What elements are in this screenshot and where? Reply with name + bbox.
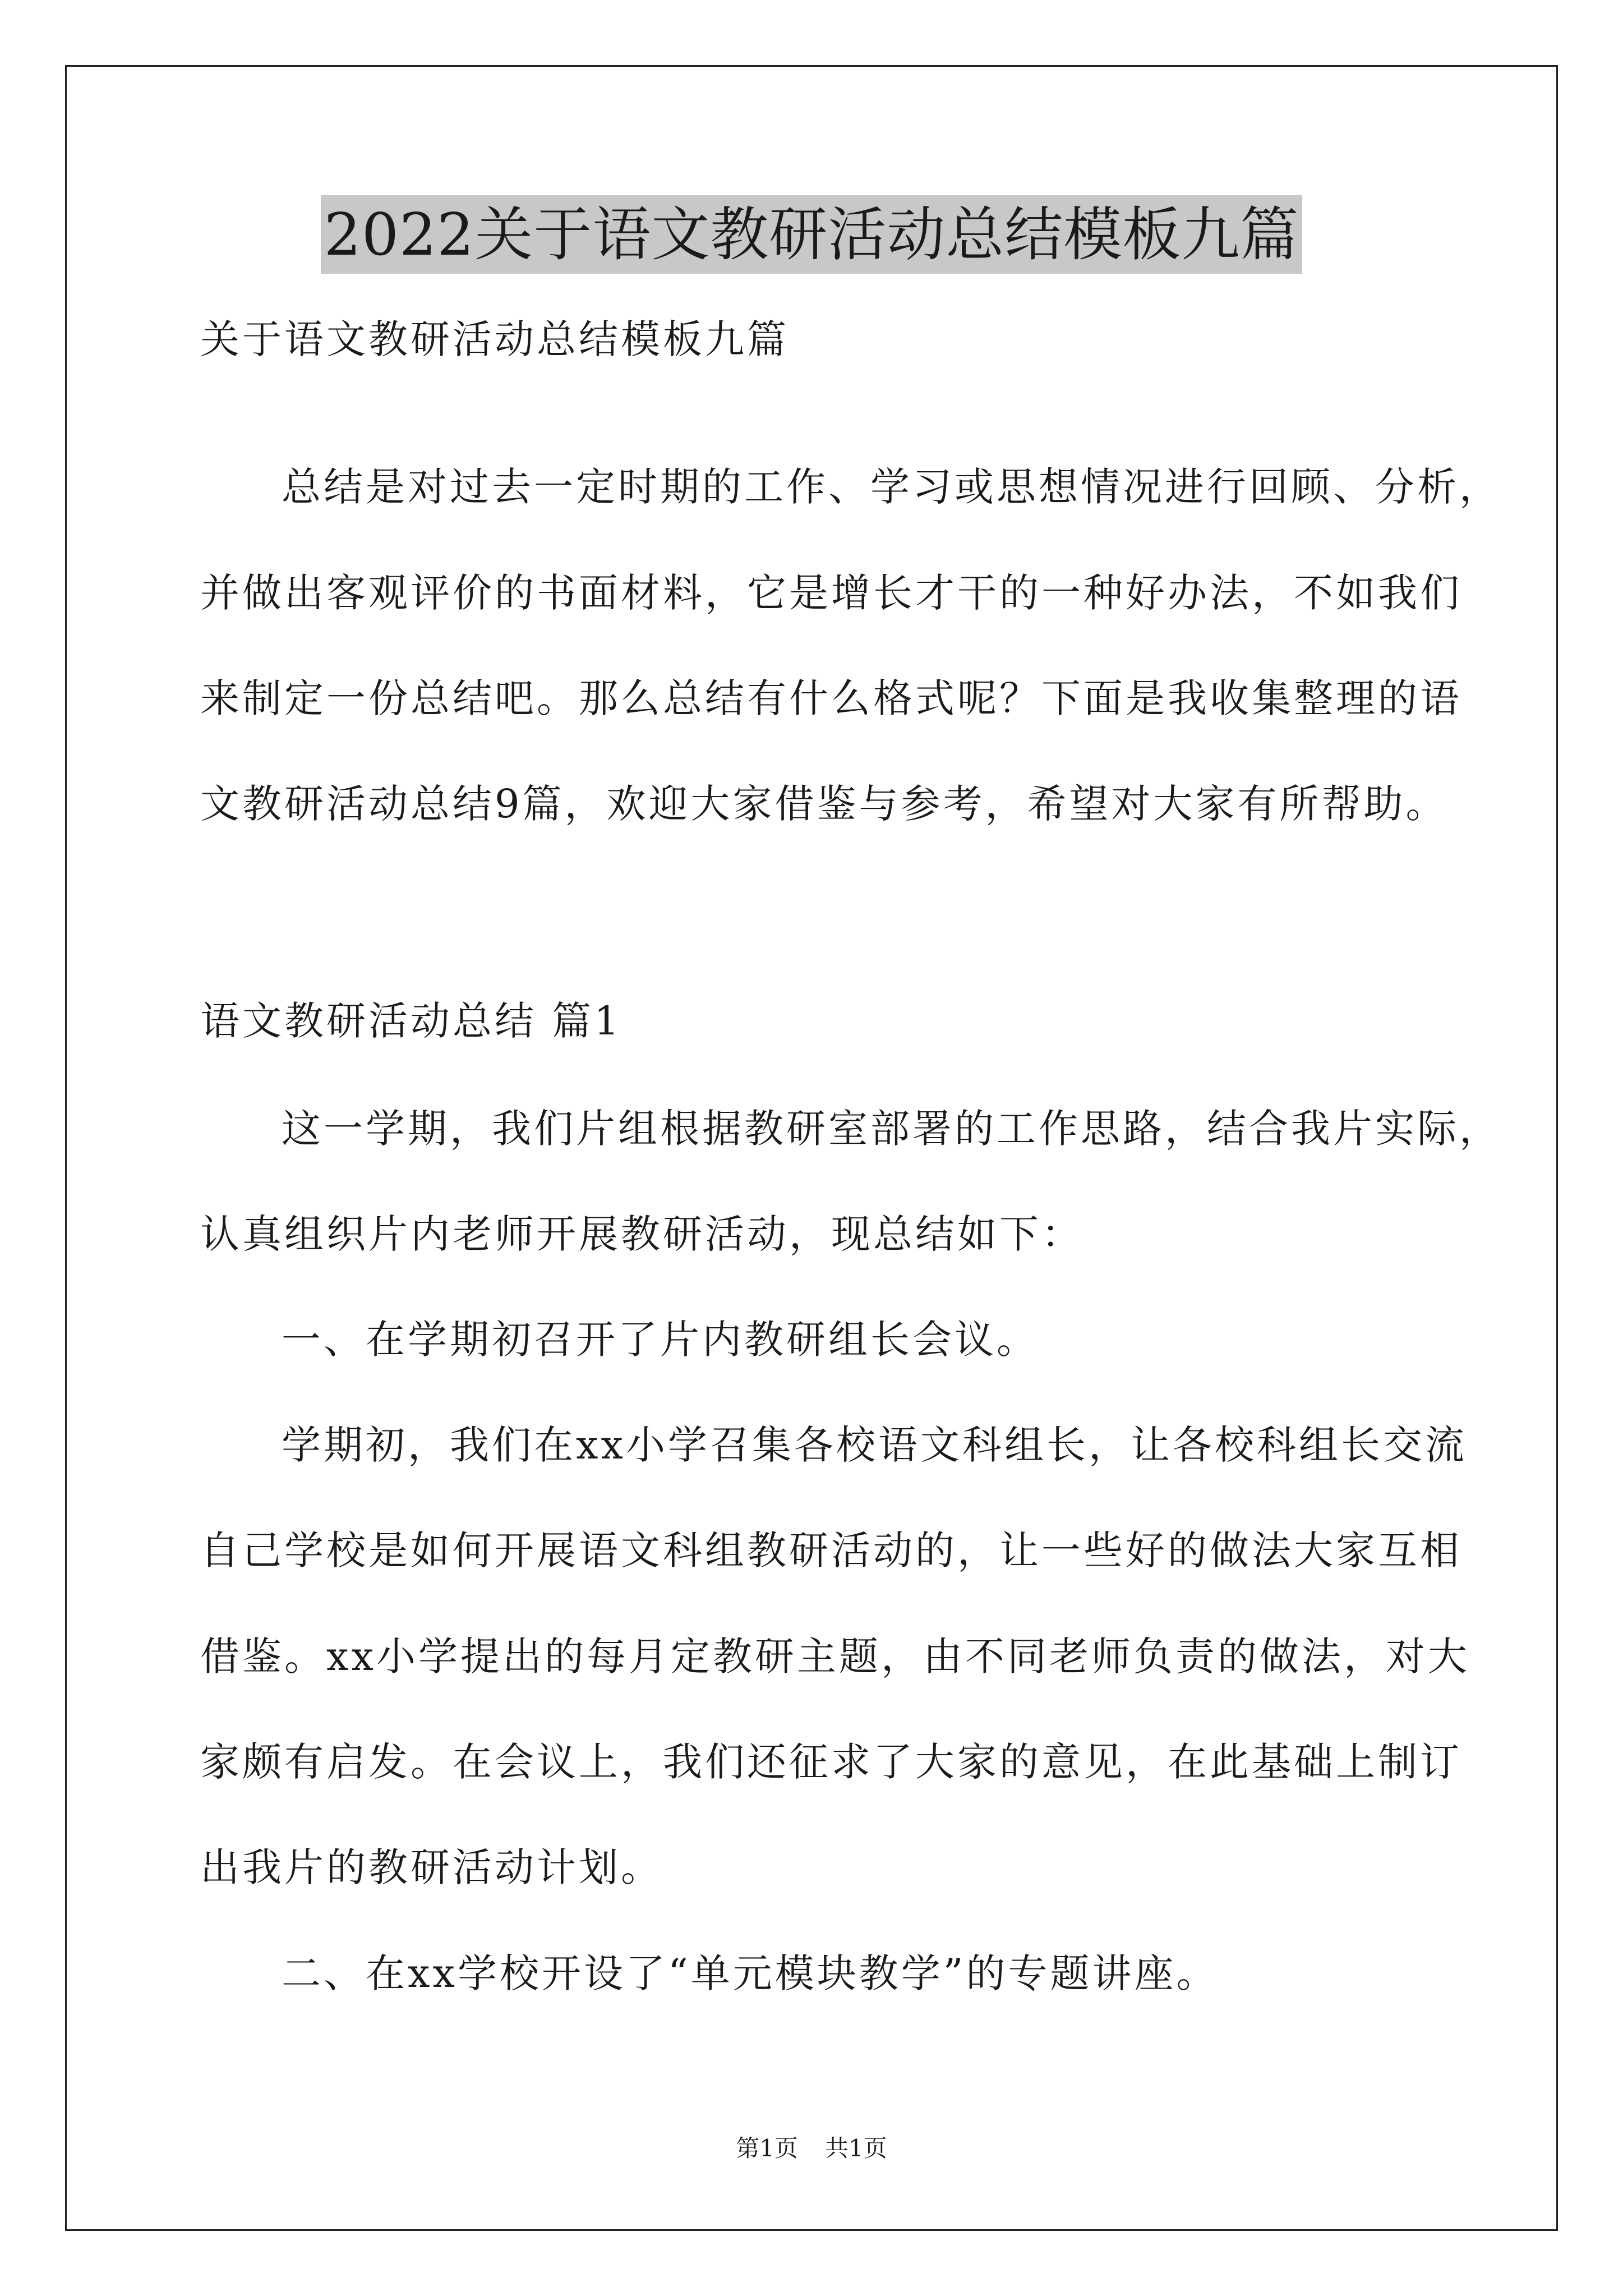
body-line: 家颇有启发。在会议上，我们还征求了大家的意见，在此基础上制订 bbox=[200, 1739, 1462, 1785]
intro-line: 总结是对过去一定时期的工作、学习或思想情况进行回顾、分析， bbox=[282, 464, 1501, 510]
intro-line: 来制定一份总结吧。那么总结有什么格式呢？下面是我收集整理的语 bbox=[200, 675, 1462, 721]
body-line: 自己学校是如何开展语文科组教研活动的，让一些好的做法大家互相 bbox=[200, 1527, 1462, 1573]
body-line: 学期初，我们在xx小学召集各校语文科组长，让各校科组长交流 bbox=[282, 1422, 1467, 1468]
title-block bbox=[0, 195, 1623, 274]
body-line: 这一学期，我们片组根据教研室部署的工作思路，结合我片实际， bbox=[282, 1106, 1501, 1152]
document-title: 2022关于语文教研活动总结模板九篇 bbox=[321, 195, 1303, 274]
page-footer bbox=[0, 2132, 1623, 2165]
document-subtitle: 关于语文教研活动总结模板九篇 bbox=[200, 316, 789, 362]
section-heading: 语文教研活动总结 篇1 bbox=[200, 998, 622, 1044]
page-number: 第1页 bbox=[736, 2134, 798, 2162]
body-line: 二、在xx学校开设了“单元模块教学”的专题讲座。 bbox=[282, 1950, 1219, 1996]
body-line: 一、在学期初召开了片内教研组长会议。 bbox=[282, 1317, 1039, 1363]
body-line: 认真组织片内老师开展教研活动，现总结如下： bbox=[200, 1211, 1083, 1257]
intro-line: 并做出客观评价的书面材料，它是增长才干的一种好办法，不如我们 bbox=[200, 570, 1462, 616]
body-line: 借鉴。xx小学提出的每月定教研主题，由不同老师负责的做法，对大 bbox=[200, 1634, 1470, 1680]
body-line: 出我片的教研活动计划。 bbox=[200, 1844, 663, 1890]
intro-line: 文教研活动总结9篇，欢迎大家借鉴与参考，希望对大家有所帮助。 bbox=[200, 781, 1448, 827]
page-total: 共1页 bbox=[825, 2134, 887, 2162]
